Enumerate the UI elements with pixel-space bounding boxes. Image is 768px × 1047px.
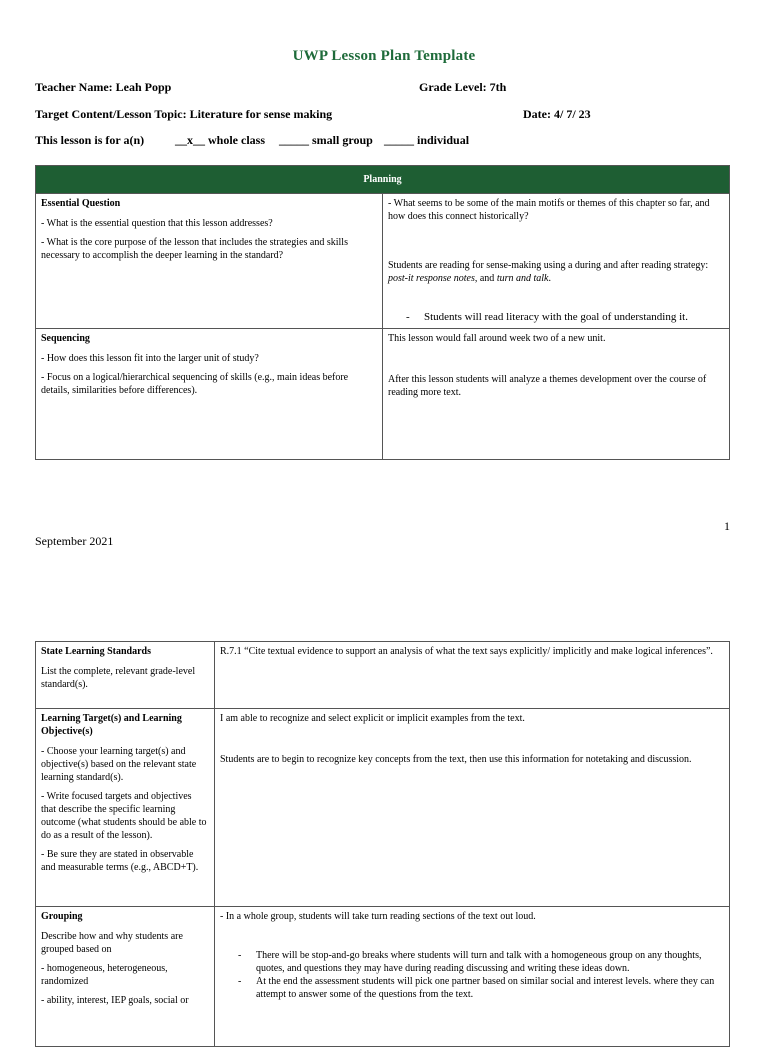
table-row (36, 642, 730, 709)
prompt-text: - What is the core purpose of the lesson that includes the strategies and skills necessary to accomplish the deeper learning in the standard? (41, 237, 348, 261)
essential-question-response (383, 194, 730, 329)
lesson-topic-field (35, 107, 332, 122)
date-label: Date: (523, 107, 551, 121)
response-text: Students are reading for sense-making using a during and after reading strategy: post-it response notes, and turn and talk. (388, 260, 709, 284)
sequencing-response (383, 329, 730, 460)
response-text: Students are to begin to recognize key concepts from the text, then use this information for notetaking and discussion. (220, 754, 692, 765)
date-value: 4/ 7/ 23 (553, 107, 591, 121)
teacher-name-label: Teacher Name: (35, 80, 113, 94)
prompt-text: - What is the essential question that this lesson addresses? (41, 218, 273, 229)
grade-level-value: 7th (489, 80, 507, 94)
learning-targets-response (215, 709, 730, 907)
standards-table (35, 641, 730, 1047)
prompt-text: - homogeneous, heterogeneous, randomized (41, 963, 168, 987)
learning-targets-heading: Learning Target(s) and Learning Objective(s) (41, 713, 182, 737)
list-item: - Students will read literacy with the goal of understanding it. (406, 311, 688, 323)
sequencing-prompt (36, 329, 383, 460)
lesson-for-label: This lesson is for a(n) (35, 133, 145, 147)
prompt-text: - How does this lesson fit into the larger unit of study? (41, 353, 259, 364)
essential-question-heading: Essential Question (41, 198, 121, 209)
response-text: I am able to recognize and select explicit or implicit examples from the text. (220, 713, 525, 724)
page-number: 1 (724, 519, 730, 533)
standards-response (215, 642, 730, 709)
planning-table (35, 165, 730, 460)
prompt-text: - Be sure they are stated in observable and measurable terms (e.g., ABCD+T). (41, 849, 199, 873)
planning-banner: Planning (36, 166, 730, 194)
response-text: - In a whole group, students will take turn reading sections of the text out loud. (220, 911, 536, 922)
grouping-response (215, 907, 730, 1047)
standards-prompt (36, 642, 215, 709)
grade-level-field (419, 80, 506, 95)
teacher-name-value: Leah Popp (115, 80, 172, 94)
table-row (36, 329, 730, 460)
date-field (523, 107, 591, 122)
standards-heading: State Learning Standards (41, 646, 152, 657)
prompt-text: - Choose your learning target(s) and objective(s) based on the relevant state learning standard(s). (41, 746, 197, 783)
prompt-text: List the complete, relevant grade-level standard(s). (41, 666, 196, 690)
learning-targets-prompt (36, 709, 215, 907)
prompt-text: - Focus on a logical/hierarchical sequencing of skills (e.g., main ideas before details, similarities before differences). (41, 372, 349, 396)
option-individual: _____ individual (384, 133, 470, 147)
grade-level-label: Grade Level: (419, 80, 487, 94)
table-row (36, 194, 730, 329)
lesson-topic-value: Literature for sense making (189, 107, 333, 121)
document-title: UWP Lesson Plan Template (292, 48, 476, 64)
lesson-topic-label: Target Content/Lesson Topic: (35, 107, 187, 121)
prompt-text: - ability, interest, IEP goals, social or (41, 995, 189, 1006)
grouping-prompt (36, 907, 215, 1047)
sequencing-heading: Sequencing (41, 333, 90, 344)
essential-question-prompt (36, 194, 383, 329)
list-item: - There will be stop-and-go breaks where students will turn and talk with a homogeneous group on any thoughts, quotes, and questions they may have during reading discussing and writing these ideas down. (238, 950, 702, 974)
grouping-heading: Grouping (41, 911, 83, 922)
table-row (36, 907, 730, 1047)
option-whole-class: __x__ whole class (175, 133, 265, 147)
teacher-name-field (35, 80, 171, 95)
prompt-text: - Write focused targets and objectives that describe the specific learning outcome (what students should be able to do as a result of the lesson). (41, 791, 207, 841)
response-text: After this lesson students will analyze a themes development over the course of reading more text. (388, 374, 707, 398)
list-item: - At the end the assessment students will pick one partner based on similar social and interest levels. where they can attempt to answer some of the questions from the text. (238, 976, 715, 1000)
footer-date: September 2021 (35, 534, 114, 548)
prompt-text: Describe how and why students are grouped based on (41, 931, 183, 955)
response-text: - What seems to be some of the main motifs or themes of this chapter so far, and how does this connect historically? (388, 198, 710, 222)
response-text: This lesson would fall around week two of a new unit. (388, 333, 606, 344)
option-small-group: _____ small group (279, 133, 373, 147)
response-text: R.7.1 “Cite textual evidence to support an analysis of what the text says explicitly/ implicitly and make logical inferences”. (220, 646, 713, 657)
table-row (36, 709, 730, 907)
